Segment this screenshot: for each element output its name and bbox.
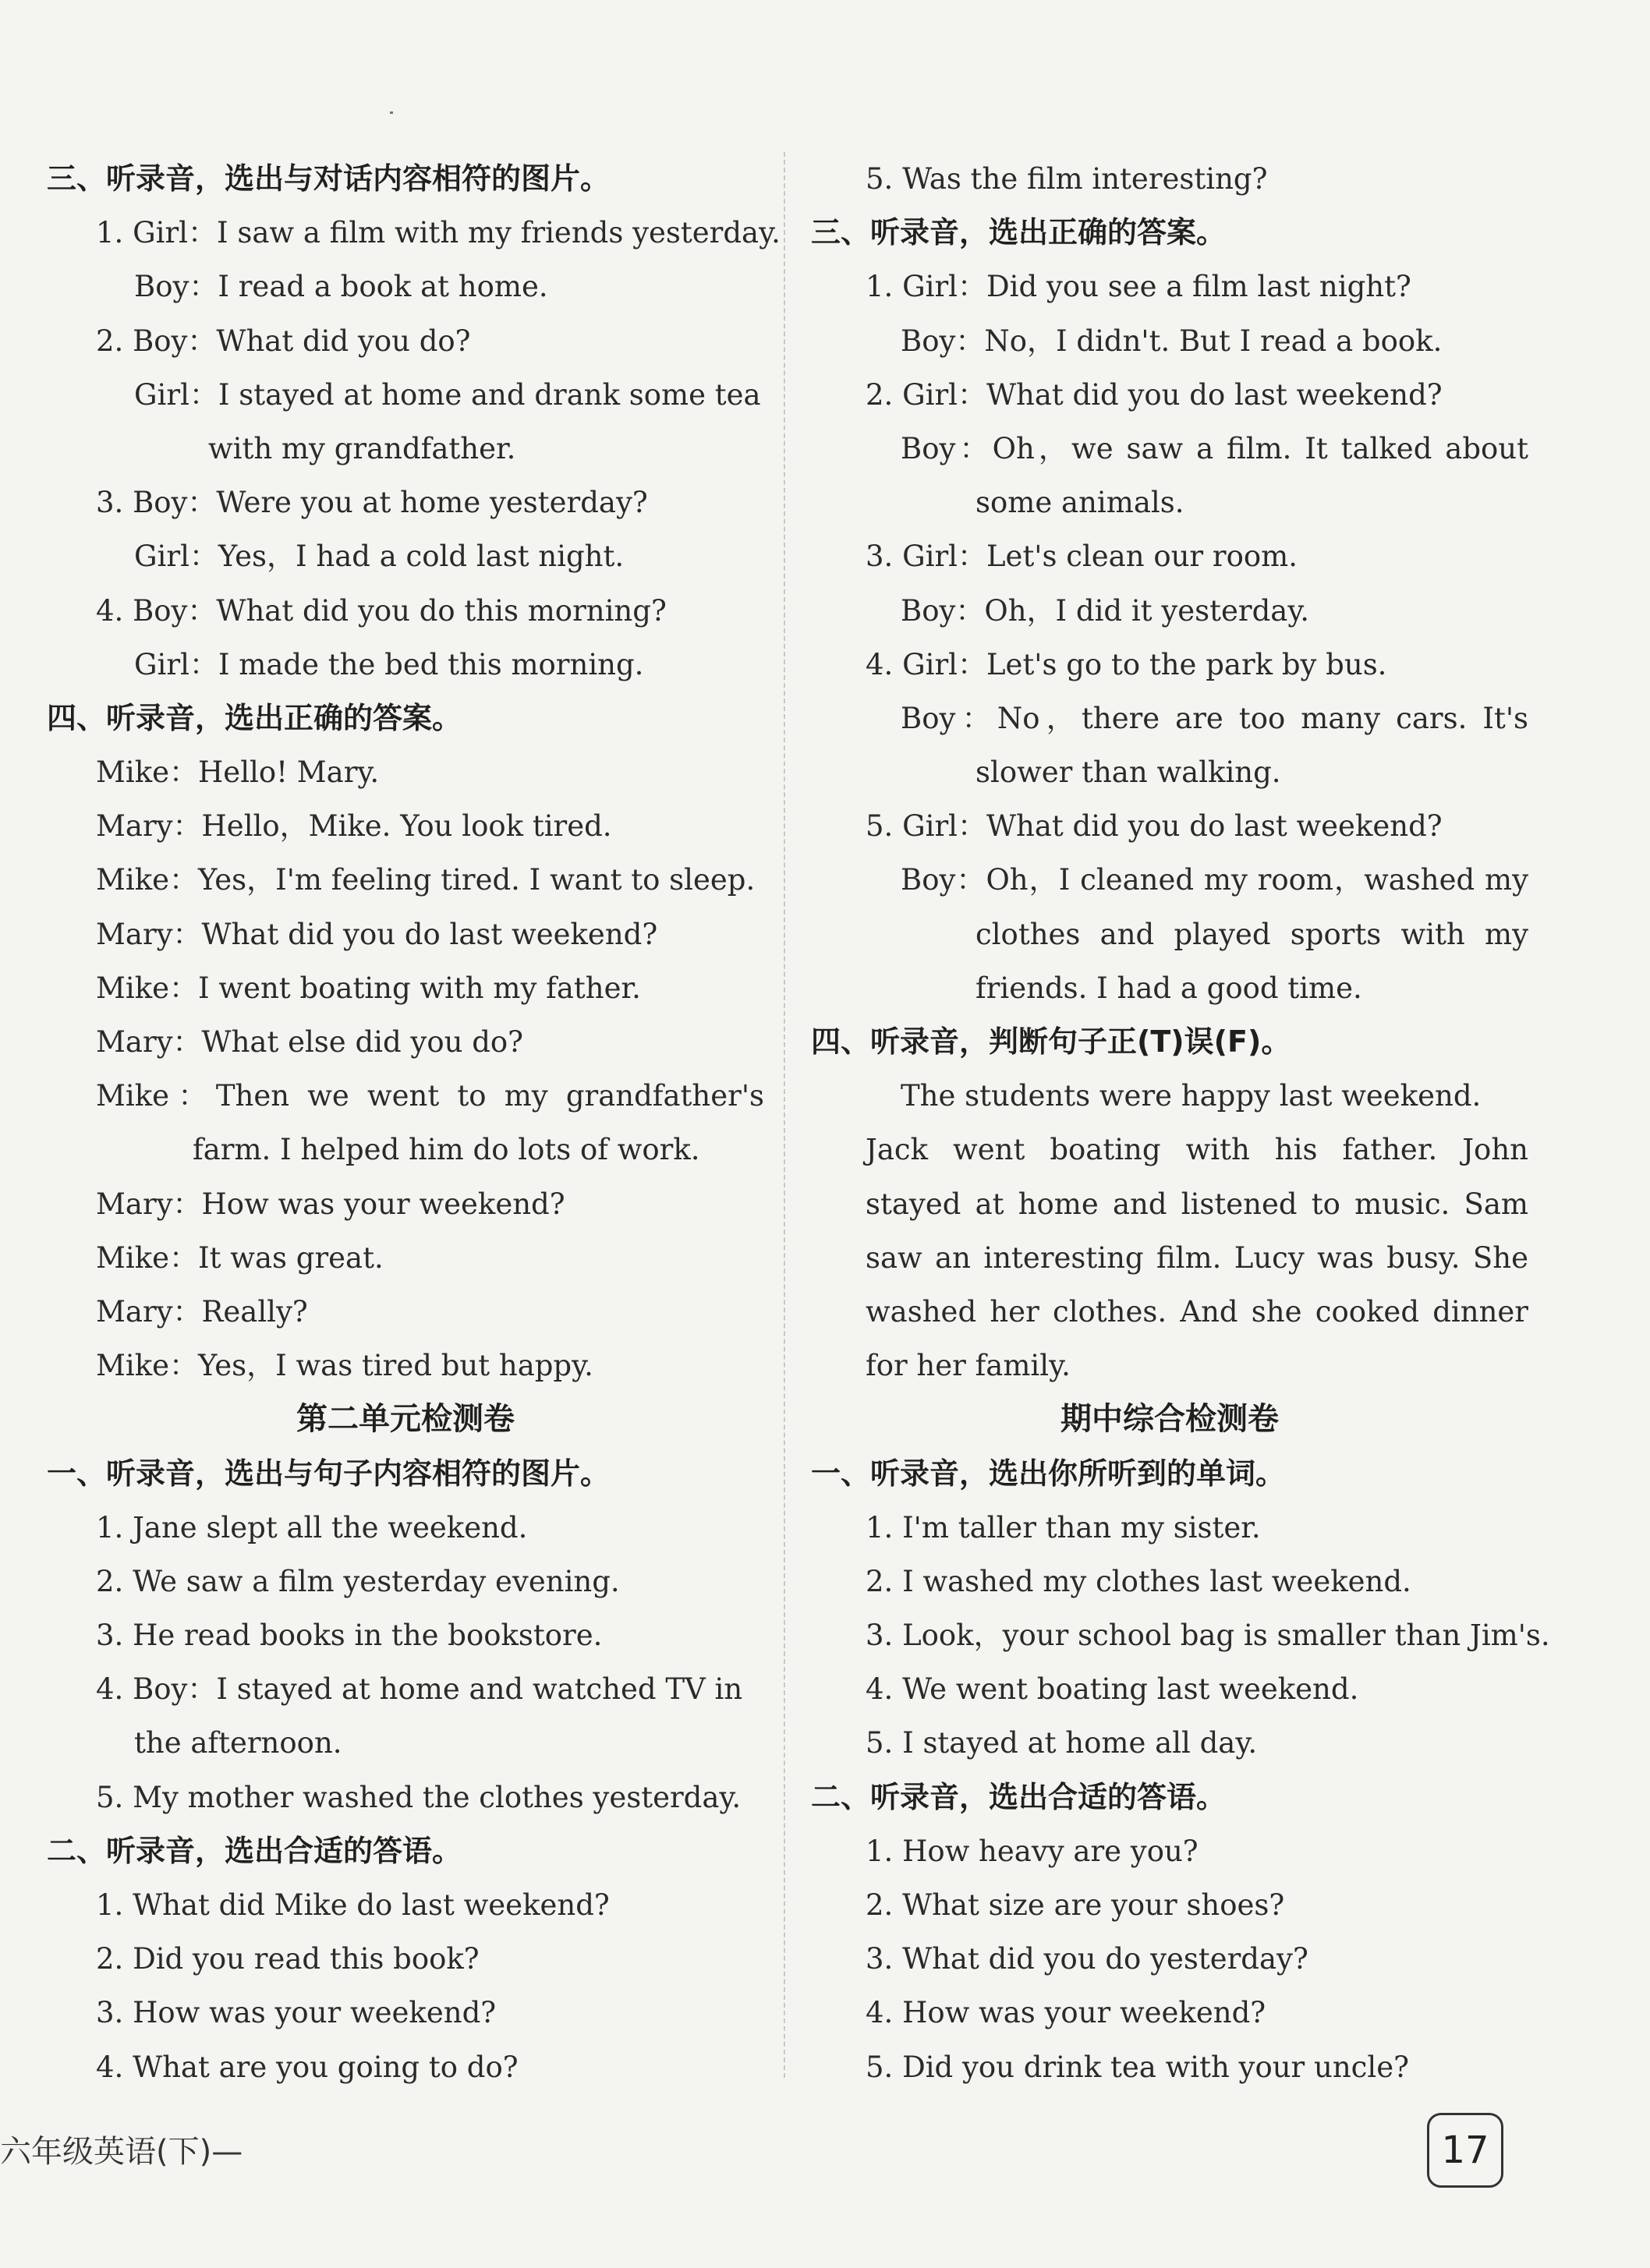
text-line: 3. How was your weekend? [96,1996,497,2030]
text-line: 1. What did Mike do last weekend? [96,1888,610,1922]
text-line: 2. Did you read this book? [96,1942,480,1976]
section-heading: 二、听录音，选出合适的答语。 [47,1833,462,1868]
section-heading: 三、听录音，选出正确的答案。 [811,215,1227,250]
section-heading: 四、听录音，选出正确的答案。 [47,700,462,735]
column-divider [784,152,785,2078]
text-line: Girl：I stayed at home and drank some tea [134,377,761,412]
text-line: for her family. [866,1349,1071,1383]
text-line: stayed at home and listened to music. Sam [866,1187,1528,1221]
text-line: 4. Boy：I stayed at home and watched TV in [96,1672,743,1707]
section-heading: 四、听录音，判断句子正(T)误(F)。 [811,1024,1291,1059]
text-line: Boy：No，there are too many cars. It's [901,701,1528,735]
section-heading: 一、听录音，选出与句子内容相符的图片。 [47,1456,611,1491]
right-column [811,152,1550,2094]
text-line: 5. Did you drink tea with your uncle? [866,2050,1409,2084]
text-line: Mike：Yes，I'm feeling tired. I want to sleep. [96,863,756,897]
text-line: with my grandfather. [208,431,516,465]
text-line: 5. Girl：What did you do last weekend? [866,809,1443,844]
text-line: Mary：Really? [96,1294,308,1329]
text-line: 5. I stayed at home all day. [866,1726,1258,1760]
section-heading: 一、听录音，选出你所听到的单词。 [811,1456,1286,1491]
text-line: Mike：It was great. [96,1240,384,1275]
section-heading: 二、听录音，选出合适的答语。 [811,1779,1227,1814]
text-line: Boy：Oh，I did it yesterday. [901,593,1310,628]
text-line: 4. What are you going to do? [96,2050,519,2084]
text-line: Boy：I read a book at home. [134,270,548,304]
text-line: Mike：Hello! Mary. [96,755,380,790]
text-line: Mary：How was your weekend? [96,1187,565,1221]
text-line: 3. Look，your school bag is smaller than Jim's. [866,1619,1550,1653]
page-number: 17 [1427,2113,1503,2188]
text-line: some animals. [975,486,1184,520]
text-line: 4. How was your weekend? [866,1996,1266,2030]
text-line: 3. Girl：Let's clean our room. [866,540,1298,574]
text-line: 1. Girl：Did you see a film last night? [866,270,1411,304]
text-line: Girl：I made the bed this morning. [134,647,644,681]
text-line: 1. Girl：I saw a film with my friends yesterday. [96,216,781,250]
text-line: Mike：I went boating with my father. [96,971,641,1005]
text-line: 2. Boy：What did you do? [96,324,471,358]
text-line: 1. How heavy are you? [866,1834,1199,1868]
text-line: saw an interesting film. Lucy was busy. She [866,1240,1528,1275]
section-heading: 三、听录音，选出与对话内容相符的图片。 [47,161,611,196]
text-line: 5. My mother washed the clothes yesterday. [96,1780,742,1814]
text-line: Boy：No，I didn't. But I read a book. [901,324,1443,358]
text-line: Mary：What did you do last weekend? [96,917,658,951]
text-line: Mike：Yes，I was tired but happy. [96,1349,593,1383]
text-line: Boy：Oh，I cleaned my room，washed my [901,863,1528,897]
test-title: 第二单元检测卷 [296,1401,515,1438]
test-title: 期中综合检测卷 [1060,1401,1279,1438]
text-line: farm. I helped him do lots of work. [193,1133,700,1167]
text-line: The students were happy last weekend. [901,1079,1482,1113]
text-line: washed her clothes. And she cooked dinner [866,1294,1528,1329]
text-line: 4. Boy：What did you do this morning? [96,593,667,628]
text-line: 4. We went boating last weekend. [866,1672,1359,1707]
text-line: 1. Jane slept all the weekend. [96,1510,528,1544]
text-line: Mike：Then we went to my grandfather's [96,1079,764,1113]
text-line: the afternoon. [134,1726,342,1760]
text-line: 3. Boy：Were you at home yesterday? [96,486,648,520]
text-line: 3. He read books in the bookstore. [96,1619,603,1653]
text-line: friends. I had a good time. [975,971,1362,1005]
footer-grade-label: 六年级英语(下)— [0,2134,243,2170]
text-line: Jack went boating with his father. John [866,1133,1528,1167]
text-line: 2. Girl：What did you do last weekend? [866,377,1443,412]
text-line: 4. Girl：Let's go to the park by bus. [866,647,1387,681]
text-line: Mary：What else did you do? [96,1025,523,1059]
scan-speck [390,111,393,114]
text-line: clothes and played sports with my [975,917,1528,951]
text-line: 5. Was the film interesting? [866,162,1268,196]
text-line: slower than walking. [975,755,1281,790]
text-line: Boy：Oh，we saw a film. It talked about [901,431,1528,465]
text-line: 2. I washed my clothes last weekend. [866,1564,1411,1598]
text-line: 2. What size are your shoes? [866,1888,1285,1922]
text-line: 1. I'm taller than my sister. [866,1510,1261,1544]
text-line: Mary：Hello，Mike. You look tired. [96,809,612,844]
text-line: Girl：Yes，I had a cold last night. [134,540,625,574]
left-column [47,152,781,2094]
text-line: 3. What did you do yesterday? [866,1942,1308,1976]
text-line: 2. We saw a film yesterday evening. [96,1564,620,1598]
